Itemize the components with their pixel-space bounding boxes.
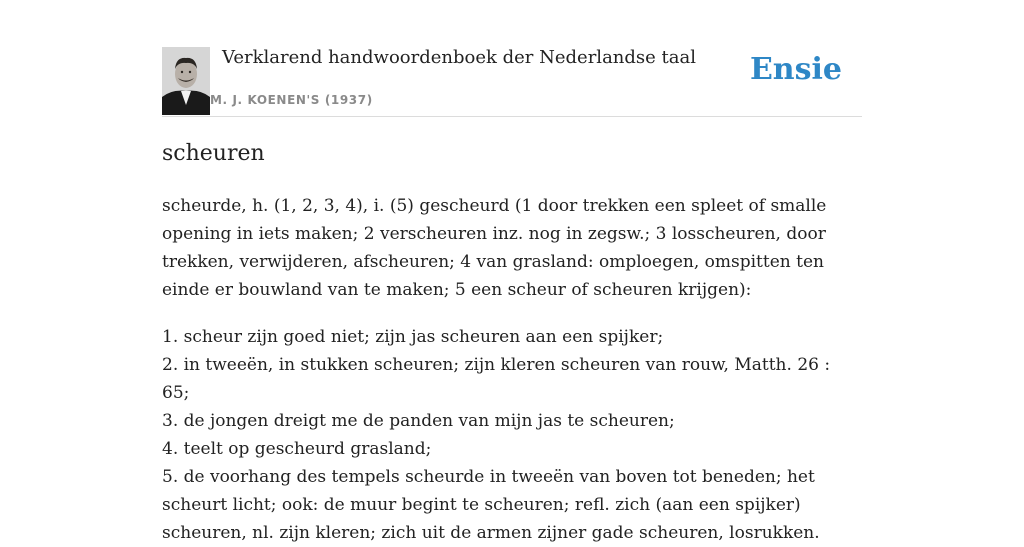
header bbox=[162, 46, 862, 117]
book-title: Verklarend handwoordenboek der Nederlandse taal bbox=[222, 47, 696, 68]
example-item-2: 2. in tweeën, in stukken scheuren; zijn kleren scheuren van rouw, Matth. 26 : 65; bbox=[162, 355, 831, 403]
ensie-logo-link[interactable]: Ensie bbox=[749, 52, 842, 87]
example-item-3: 3. de jongen dreigt me de panden van mijn jas te scheuren; bbox=[162, 411, 675, 431]
example-item-1: 1. scheur zijn goed niet; zijn jas scheuren aan een spijker; bbox=[162, 327, 664, 347]
examples-list bbox=[162, 323, 862, 547]
book-author: M. J. KOENEN'S (1937) bbox=[210, 93, 373, 107]
headword: scheuren bbox=[162, 141, 265, 166]
definition-text: scheurde, h. (1, 2, 3, 4), i. (5) gescheurd (1 door trekken een spleet of smalle opening in iets maken; 2 verscheuren inz. nog in zegsw.; 3 losscheuren, door trekken, verwijderen, afscheuren; 4 van grasland: omploegen, omspitten ten einde er bouwland van te maken; 5 een scheur of scheuren krijgen): bbox=[162, 196, 827, 300]
author-portrait-image bbox=[162, 47, 210, 115]
example-item-5: 5. de voorhang des tempels scheurde in tweeën van boven tot beneden; het scheurt licht; ook: de muur begint te scheuren; refl. zich (aan een spijker) scheuren, nl. zijn kleren; zich uit de armen zijner gade scheuren, losrukken. bbox=[162, 467, 820, 543]
author-portrait bbox=[162, 47, 210, 115]
example-item-4: 4. teelt op gescheurd grasland; bbox=[162, 439, 432, 459]
